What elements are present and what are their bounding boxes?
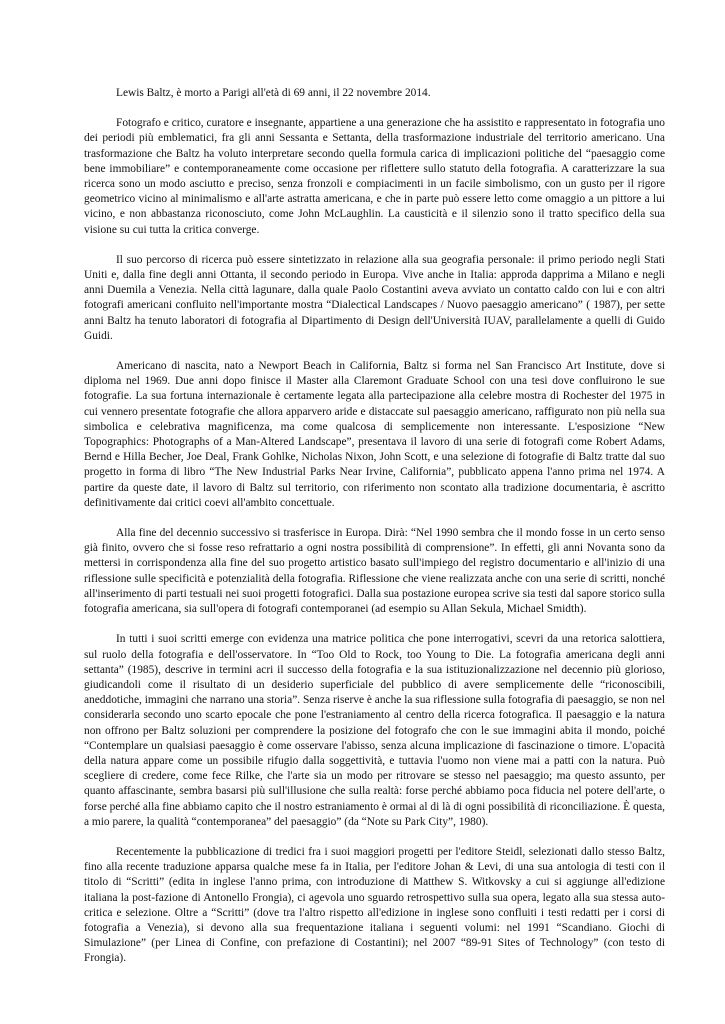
paragraph-writings: In tutti i suoi scritti emerge con evidenza una matrice politica che pone interrogativi, scevri da una retorica salottiera, sul ruolo della fotografia e dell'osservatore. In “Too Old to Rock, too Young to Die. La fotografia americana degli anni settanta” (1985), descrive in termini acri il successo della fotografia e la sua istituzionalizzazione nel decennio più glorioso, giudicandoli come il risultato di un desiderio superficiale del pubblico di avere semplicemente delle “riconoscibili, aneddotiche, immagini che narrano una storia”. Senza riserve è anche la sua riflessione sulla fotografia di paesaggio, se non nel considerarla secondo uno scarto epocale che pone l'estraniamento al centro della ricerca fotografica. Il paesaggio e la natura non offrono per Baltz soluzioni per comprendere la posizione del fotografo che con le sue immagini abita il mondo, poiché “Contemplare un qualsiasi paesaggio è come osservare l'abisso, senza alcuna implicazione di fascinazione o timore. L'opacità della natura appare come un possibile rifugio dalla soggettività, e tuttavia l'uomo non viene mai a patti con la natura. Può scegliere di credere, come fece Rilke, che l'arte sia un modo per ritrovare se stesso nel paesaggio; ma questo assunto, per quanto affascinante, sembra basarsi più sull'illusione che sulla realtà: forse perché abbiamo poca fiducia nel potere dell'arte, o forse perché alla fine abbiamo capito che il nostro estraniamento è ormai al di là di ogni possibilità di riconciliazione. È questa, a mio parere, la qualità “contemporanea” del paesaggio” (da “Note su Park City”, 1980). xyxy=(84,633,665,828)
paragraph-american-period: Americano di nascita, nato a Newport Beach in California, Baltz si forma nel San Francisco Art Institute, dove si diploma nel 1969. Due anni dopo finisce il Master alla Claremont Graduate School con una tesi dove confluirono le sue fotografie. La sua fortuna internazionale è certamente legata alla partecipazione alla celebre mostra di Rochester del 1975 in cui vennero presentate fotografie che allora apparvero aride e distaccate sul paesaggio americano, raffigurato non più nella sua simbolica e celebrativa magnificenza, ma come qualcosa di semplicemente non interessante. L'esposizione “New Topographics: Photographs of a Man-Altered Landscape”, presentava il lavoro di una serie di fotografi come Robert Adams, Bernd e Hilla Becher, Joe Deal, Frank Gohlke, Nicholas Nixon, John Scott, e una selezione di fotografie di Baltz tratte dal suo progetto in forma di libro “The New Industrial Parks Near Irvine, California”, pubblicato appena l'anno prima nel 1974. A partire da queste date, il lavoro di Baltz sul territorio, con riferimento non scontato alla tradizione documentaria, è ascritto definitivamente dai critici coevi all'ambito concettuale. xyxy=(84,360,665,509)
intro-line: Lewis Baltz, è morto a Parigi all'età di 69 anni, il 22 novembre 2014. xyxy=(116,87,431,99)
paragraph-biography: Fotografo e critico, curatore e insegnante, appartiene a una generazione che ha assistito e rappresentato in fotografia uno dei periodi più emblematici, fra gli anni Sessanta e Settanta, della trasformazione industriale del territorio americano. Una trasformazione che Baltz ha voluto interpretare secondo quella formula carica di implicazioni politiche del “paesaggio come bene immobiliare” e contemporaneamente come occasione per riflettere sullo statuto della fotografia. A caratterizzare la sua ricerca sono un modo asciutto e preciso, senza fronzoli e compiacimenti in un facile simbolismo, con un gusto per il rigore geometrico vicino al minimalismo e all'arte astratta americana, e che in parte può essere letto come omaggio a un pittore a lui vicino, e non abbastanza riconosciuto, come John McLaughlin. La causticità e il silenzio sono il tratto specifico della sua visione su cui tutta la critica converge. xyxy=(84,117,665,236)
paragraph-geography: Il suo percorso di ricerca può essere sintetizzato in relazione alla sua geografia personale: il primo periodo negli Stati Uniti e, dalla fine degli anni Ottanta, il secondo periodo in Europa. Vive anche in Italia: approda dapprima a Milano e negli anni Duemila a Venezia. Nella città lagunare, dalla quale Paolo Costantini aveva avviato un contatto caldo con lui e con altri fotografi americani confluito nell'importante mostra “Dialectical Landscapes / Nuovo paesaggio americano” ( 1987), per sette anni Baltz ha tenuto laboratori di fotografia al Dipartimento di Design dell'Università IUAV, parallelamente a quelli di Guido Guidi. xyxy=(84,253,665,342)
paragraph-europe: Alla fine del decennio successivo si trasferisce in Europa. Dirà: “Nel 1990 sembra che il mondo fosse in un certo senso già finito, ovvero che si fosse reso refrattario a ogni nostra possibilità di comprensione”. In effetti, gli anni Novanta sono da mettersi in corrispondenza alla fine del suo progetto artistico basato sull'impiego del registro documentario e all'inizio di una riflessione sulle specificità e potenzialità della fotografia. Riflessione che viene realizzata anche con una serie di scritti, nonché all'inserimento di parti testuali nei suoi progetti fotografici. Dalla sua postazione europea scrive sia testi dal sapore storico sulla fotografia americana, sia sull'opera di fotografi contemporanei (ad esempio su Allan Sekula, Michael Smidth). xyxy=(84,527,665,616)
paragraph-publications: Recentemente la pubblicazione di tredici fra i suoi maggiori progetti per l'editore Steidl, selezionati dallo stesso Baltz, fino alla recente traduzione apparsa qualche mese fa in Italia, per l'editore Johan & Levi, di una sua antologia di testi con il titolo di “Scritti” (edita in inglese l'anno prima, con introduzione di Matthew S. Witkovsky a cui si aggiunge all'edizione italiana la post-fazione di Antonello Frongia), ci agevola uno sguardo retrospettivo sulla sua opera, legato alla sua stessa auto-critica e selezione. Oltre a “Scritti” (dove tra l'altro rispetto all'edizione in inglese sono confluiti i testi redatti per i corsi di fotografia a Venezia), si devono alla sua frequentazione italiana i seguenti volumi: nel 1991 “Scandiano. Giochi di Simulazione” (per Linea di Confine, con prefazione di Costantini); nel 2007 “89-91 Sites of Technology” (con testo di Frongia). xyxy=(84,845,665,965)
